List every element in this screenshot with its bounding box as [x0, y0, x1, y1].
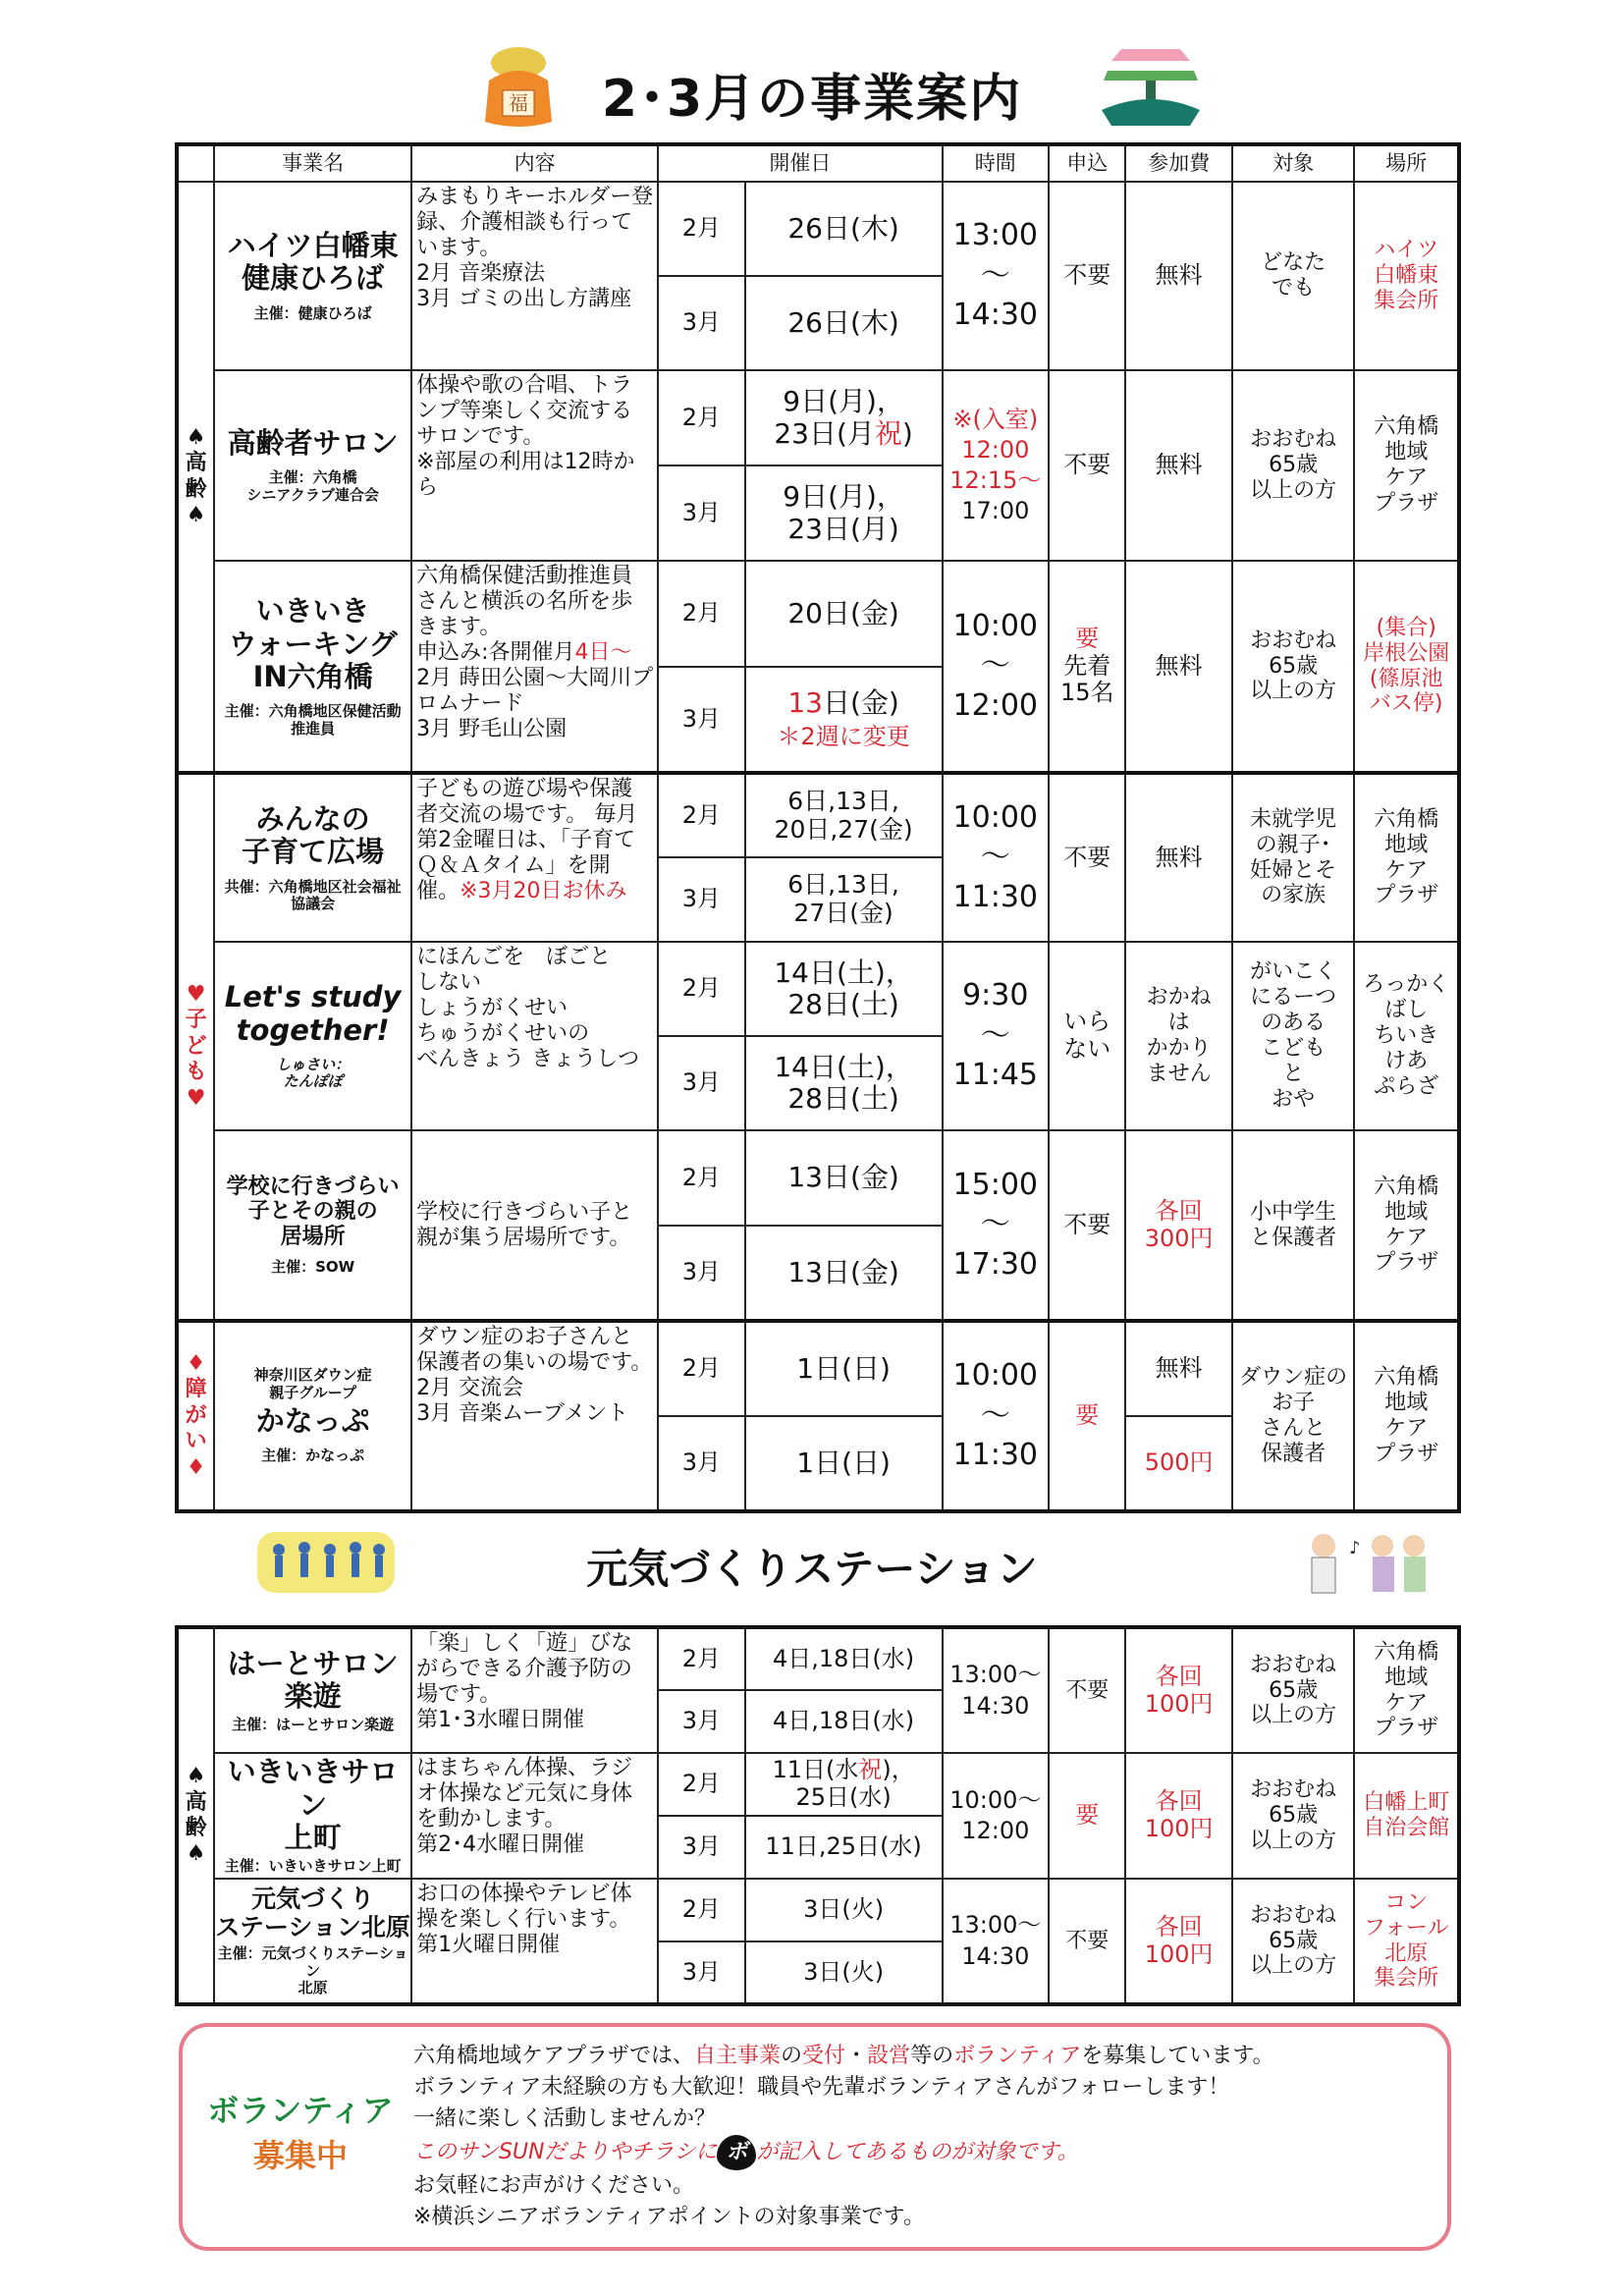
month-cell: 2月 [658, 561, 744, 667]
singing-seniors-icon [1294, 1524, 1441, 1599]
time-cell: ※(入室) 12:00 12:15〜 17:00 [943, 370, 1049, 561]
table-row [177, 1753, 1459, 1816]
target-cell: 未就学児 の親子･ 妊婦とそ の家族 [1232, 773, 1355, 942]
place-cell: ろっかく ばし ちいき けあ ぷらざ [1354, 942, 1459, 1130]
target-cell: 小中学生 と保護者 [1232, 1130, 1355, 1321]
time-cell: 13:00 〜 14:30 [943, 182, 1049, 370]
apply-cell: 不要 [1049, 1627, 1125, 1753]
category-disability: ♦障がい♦ [177, 1321, 214, 1511]
date-cell: 26日(木) [745, 276, 943, 370]
event-name: 高齢者サロン 主催：六角橋 シニアクラブ連合会 [214, 370, 411, 561]
date-cell: 4日,18日(水) [745, 1690, 943, 1753]
heart-icon: ボ [717, 2135, 756, 2170]
date-cell: 3日(火) [745, 1941, 943, 2004]
apply-cell: 不要 [1049, 182, 1125, 370]
event-desc: 学校に行きづらい子と親が集う居場所です。 [411, 1130, 658, 1321]
apply-cell: 不要 [1049, 1879, 1125, 2004]
date-cell: 26日(木) [745, 182, 943, 276]
date-cell: 9日(月)， 23日(月) [745, 465, 943, 561]
volunteer-logo-line1: ボランティア [207, 2092, 394, 2129]
table-header [177, 144, 1459, 182]
event-name: ハイツ白幡東健康ひろば 主催：健康ひろば [214, 182, 411, 370]
apply-cell: 要 [1049, 1753, 1125, 1879]
date-cell: 6日,13日, 20日,27(金) [745, 773, 943, 857]
fee-cell: 各回 100円 [1125, 1879, 1231, 2004]
apply-cell: 要 先着 15名 [1049, 561, 1125, 773]
volunteer-logo-line2: 募集中 [252, 2137, 348, 2174]
table-row [177, 942, 1459, 1036]
table-row [177, 1879, 1459, 1941]
category-elderly: ♠高齢♠ [177, 182, 214, 773]
event-name: いきいきサロン 上町 主催：いきいきサロン上町 [214, 1753, 411, 1879]
month-cell: 3月 [658, 1226, 744, 1321]
target-cell: ダウン症の お子 さんと 保護者 [1232, 1321, 1355, 1511]
stations-table [175, 1625, 1461, 2006]
apply-cell: 不要 [1049, 370, 1125, 561]
volunteer-line6: ※横浜シニアボランティアポイントの対象事業です。 [413, 2204, 925, 2229]
category-elderly-2: ♠高齢♠ [177, 1627, 214, 2004]
date-cell: 1日(日) [745, 1416, 943, 1511]
volunteer-line4: このサンSUNだよりやチラシに ボ が記入してあるものが対象です。 [413, 2135, 1274, 2170]
event-name: いきいき ウォーキング IN六角橋 主催：六角橋地区保健活動 推進員 [214, 561, 411, 773]
month-cell: 3月 [658, 1816, 744, 1879]
month-cell: 2月 [658, 370, 744, 465]
month-cell: 3月 [658, 276, 744, 370]
header-date: 開催日 [658, 144, 942, 182]
fee-cell: 各回 100円 [1125, 1753, 1231, 1879]
month-cell: 3月 [658, 1690, 744, 1753]
table-row [177, 1627, 1459, 1690]
svg-text:♪: ♪ [1349, 1538, 1361, 1558]
month-cell: 2月 [658, 1753, 744, 1816]
month-cell: 2月 [658, 1130, 744, 1226]
date-cell: 14日(土)， 28日(土) [745, 942, 943, 1036]
target-cell: おおむね 65歳 以上の方 [1232, 1879, 1355, 2004]
month-cell: 3月 [658, 1036, 744, 1130]
apply-cell: いら ない [1049, 942, 1125, 1130]
date-cell: 11日,25日(水) [745, 1816, 943, 1879]
event-name: はーとサロン 楽遊 主催：はーとサロン楽遊 [214, 1627, 411, 1753]
svg-text:福: 福 [509, 91, 528, 115]
date-cell: 13日(金) [745, 1226, 943, 1321]
place-cell: 六角橋 地域 ケア プラザ [1354, 1321, 1459, 1511]
fee-cell: 無料 [1125, 1321, 1231, 1416]
event-desc: 体操や歌の合唱、トランプ等楽しく交流するサロンです。 ※部屋の利用は12時から [411, 370, 658, 561]
date-cell: 14日(土)， 28日(土) [745, 1036, 943, 1130]
month-cell: 2月 [658, 182, 744, 276]
fee-cell: 無料 [1125, 773, 1231, 942]
section2-title: 元気づくりステーション [586, 1545, 1038, 1593]
target-cell: おおむね 65歳 以上の方 [1232, 561, 1355, 773]
target-cell: がいこく にるーつ のある こども と おや [1232, 942, 1355, 1130]
event-desc: ダウン症のお子さんと保護者の集いの場です。 2月 交流会 3月 音楽ムーブメント [411, 1321, 658, 1511]
header-apply: 申込 [1049, 144, 1125, 182]
apply-cell: 不要 [1049, 1130, 1125, 1321]
volunteer-box [179, 2023, 1451, 2251]
month-cell: 2月 [658, 1879, 744, 1941]
month-cell: 3月 [658, 1941, 744, 2004]
date-cell: 6日,13日, 27日(金) [745, 857, 943, 942]
event-desc: みまもりキーホルダー登録、介護相談も行っています。 2月 音楽療法 3月 ゴミの出し方講座 [411, 182, 658, 370]
place-cell: 六角橋 地域 ケア プラザ [1354, 773, 1459, 942]
table-row [177, 773, 1459, 857]
month-cell: 3月 [658, 857, 744, 942]
event-name: 神奈川区ダウン症 親子グループ かなっぷ 主催：かなっぷ [214, 1321, 411, 1511]
event-name: 学校に行きづらい 子とその親の 居場所 主催：SOW [214, 1130, 411, 1321]
fee-cell: 各回 100円 [1125, 1627, 1231, 1753]
volunteer-line2: ボランティア未経験の方も大歓迎！職員や先輩ボランティアさんがフォローします！ [413, 2074, 1230, 2100]
time-cell: 10:00 〜 11:30 [943, 1321, 1049, 1511]
events-table [175, 142, 1461, 1513]
apply-cell: 不要 [1049, 773, 1125, 942]
time-cell: 10:00 〜 11:30 [943, 773, 1049, 942]
event-desc: お口の体操やテレビ体操を楽しく行います。 第1火曜日開催 [411, 1879, 658, 2004]
table-row [177, 370, 1459, 465]
table-row [177, 561, 1459, 667]
target-cell: おおむね 65歳 以上の方 [1232, 1627, 1355, 1753]
fee-cell: おかね は かかり ません [1125, 942, 1231, 1130]
volunteer-line5: お気軽にお声がけください。 [413, 2172, 695, 2198]
event-name: 元気づくり ステーション北原 主催：元気づくりステーション 北原 [214, 1879, 411, 2004]
event-name: みんなの 子育て広場 共催：六角橋地区社会福祉 協議会 [214, 773, 411, 942]
time-cell: 10:00 〜 12:00 [943, 561, 1049, 773]
table-row [177, 1321, 1459, 1416]
time-cell: 13:00〜 14:30 [943, 1627, 1049, 1753]
fee-cell: 無料 [1125, 370, 1231, 561]
volunteer-logo [202, 2086, 399, 2176]
date-cell: 9日(月)， 23日(月祝) [745, 370, 943, 465]
fee-cell: 無料 [1125, 182, 1231, 370]
header-time: 時間 [943, 144, 1049, 182]
time-cell: 10:00〜 12:00 [943, 1753, 1049, 1879]
event-desc: はまちゃん体操、ラジオ体操など元気に身体を動かします。 第2･4水曜日開催 [411, 1753, 658, 1879]
volunteer-text [413, 2041, 1274, 2232]
header-fee: 参加費 [1125, 144, 1231, 182]
month-cell: 2月 [658, 942, 744, 1036]
date-cell: 13日(金) [745, 1130, 943, 1226]
header-name: 事業名 [214, 144, 411, 182]
apply-cell: 要 [1049, 1321, 1125, 1511]
table-row [177, 182, 1459, 276]
month-cell: 2月 [658, 773, 744, 857]
event-desc: 「楽」しく「遊」びながらできる介護予防の場です。 第1･3水曜日開催 [411, 1627, 658, 1753]
fee-cell: 各回 300円 [1125, 1130, 1231, 1321]
month-cell: 2月 [658, 1627, 744, 1690]
month-cell: 2月 [658, 1321, 744, 1416]
place-cell: 白幡上町 自治会館 [1354, 1753, 1459, 1879]
date-cell: 3日(火) [745, 1879, 943, 1941]
event-desc: 子どもの遊び場や保護者交流の場です。 毎月第2金曜日は、「子育てＱ＆Ａタイム」を開催。※3月20日お休み [411, 773, 658, 942]
hishimochi-icon [1092, 39, 1210, 133]
fee-cell: 500円 [1125, 1416, 1231, 1511]
event-desc: にほんごを ぼごと しない しょうがくせい ちゅうがくせいの べんきょう きょうしつ [411, 942, 658, 1130]
place-cell: 六角橋 地域 ケア プラザ [1354, 1130, 1459, 1321]
target-cell: おおむね 65歳 以上の方 [1232, 1753, 1355, 1879]
month-cell: 3月 [658, 667, 744, 773]
time-cell: 9:30 〜 11:45 [943, 942, 1049, 1130]
table-row [177, 1130, 1459, 1226]
date-cell: 11日(水祝)， 25日(水) [745, 1753, 943, 1816]
category-kids: ♥子ども♥ [177, 773, 214, 1321]
place-cell: (集合) 岸根公園 (篠原池 バス停) [1354, 561, 1459, 773]
time-cell: 13:00〜 14:30 [943, 1879, 1049, 2004]
date-cell: 1日(日) [745, 1321, 943, 1416]
target-cell: どなた でも [1232, 182, 1355, 370]
time-cell: 15:00 〜 17:30 [943, 1130, 1049, 1321]
month-cell: 3月 [658, 465, 744, 561]
event-desc: 六角橋保健活動推進員さんと横浜の名所を歩きます。 申込み:各開催月4日〜 2月 蒔田公園〜大岡川プロムナード 3月 野毛山公園 [411, 561, 658, 773]
date-cell: 4日,18日(水) [745, 1627, 943, 1690]
header-content: 内容 [411, 144, 658, 182]
page-title: 2･3月の事業案内 [601, 70, 1023, 129]
place-cell: 六角橋 地域 ケア プラザ [1354, 370, 1459, 561]
fee-cell: 無料 [1125, 561, 1231, 773]
month-cell: 3月 [658, 1416, 744, 1511]
date-cell: 13日(金) ＊2週に変更 [745, 667, 943, 773]
header-target: 対象 [1232, 144, 1355, 182]
date-cell: 20日(金) [745, 561, 943, 667]
header-blank [177, 144, 214, 182]
place-cell: 六角橋 地域 ケア プラザ [1354, 1627, 1459, 1753]
volunteer-line1: 六角橋地域ケアプラザでは、自主事業の受付・設営等のボランティアを募集しています。 [413, 2044, 1274, 2068]
event-name: Let's study together! しゅさい： たんぽぽ [214, 942, 411, 1130]
header-place: 場所 [1354, 144, 1459, 182]
target-cell: おおむね 65歳 以上の方 [1232, 370, 1355, 561]
place-cell: コン フォール 北原 集会所 [1354, 1879, 1459, 2004]
place-cell: ハイツ 白幡東 集会所 [1354, 182, 1459, 370]
volunteer-line3: 一緒に楽しく活動しませんか？ [413, 2105, 717, 2131]
